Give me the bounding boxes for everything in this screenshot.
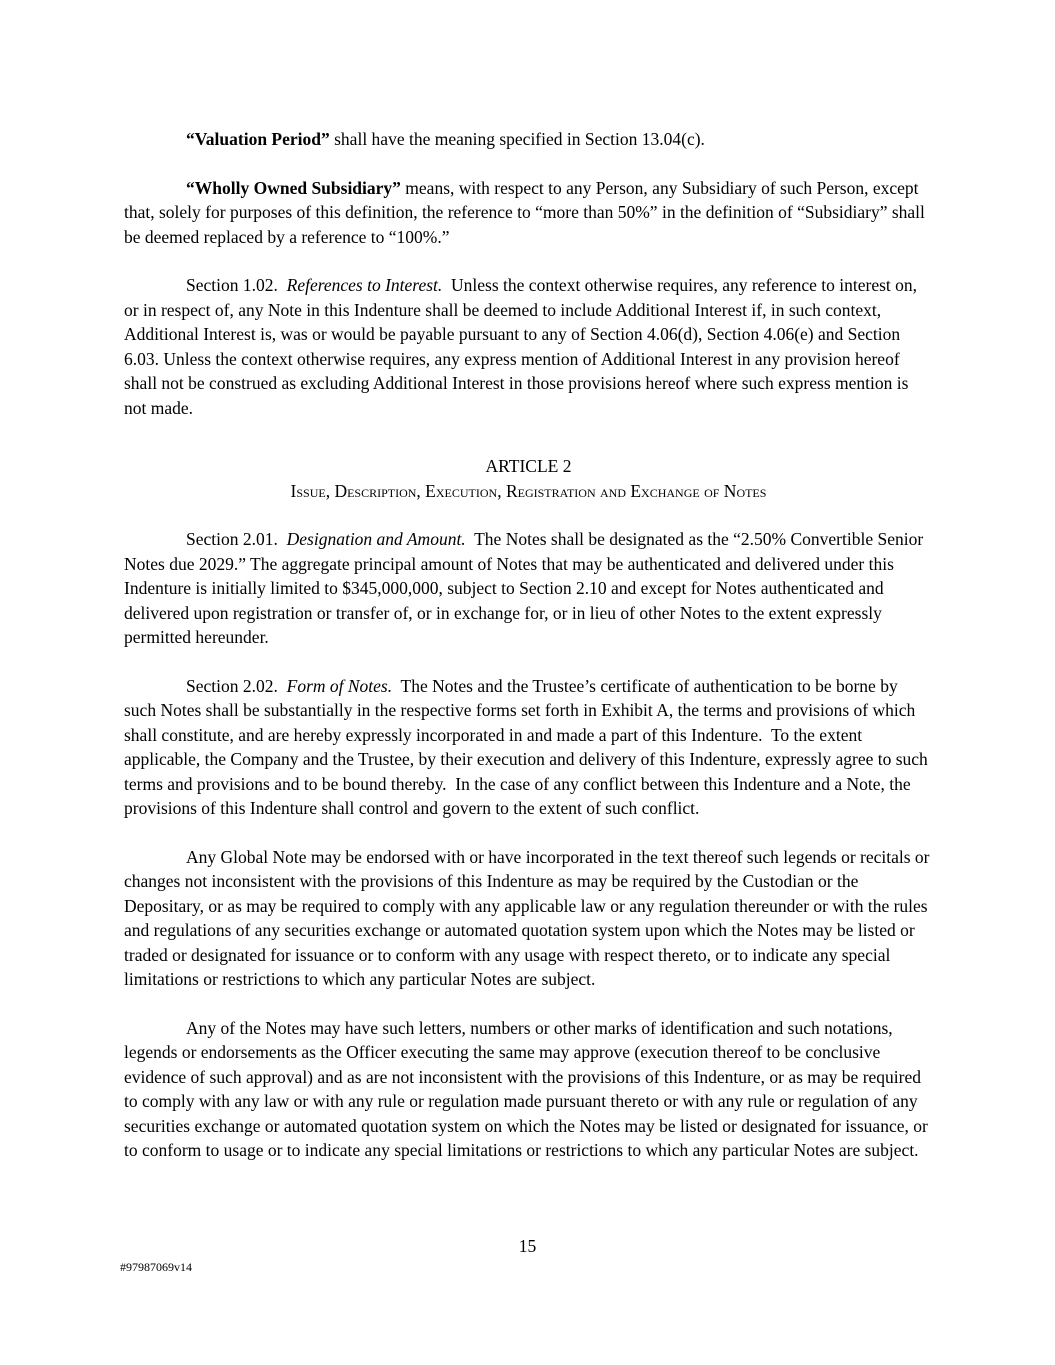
paragraph-text: Any Global Note may be endorsed with or have incorporated in the text thereof such legends or recitals or changes not inconsistent with the provisions of this Indenture as may be required by the Custodian or the Depositary, or as may be required to comply with any applicable law or any regulation thereunder or with the rules and regulations of any securities exchange or automated quotation system upon which the Notes may be listed or traded or designated for issuance or to conform with any usage with respect thereto, or to indicate any special limitations or restrictions to which any particular Notes are subject. <box>124 846 934 989</box>
article-heading: ARTICLE 2 <box>485 456 572 476</box>
section-title: Form of Notes. <box>286 675 393 696</box>
paragraph-wholly-owned-subsidiary <box>124 176 933 250</box>
section-number: Section 2.02. <box>186 675 287 696</box>
section-number: Section 1.02. <box>186 275 287 295</box>
page-number: 15 <box>518 1236 537 1256</box>
paragraph-section-1-02 <box>124 273 933 420</box>
paragraph-valuation-period <box>124 127 933 152</box>
paragraph-text: Unless the context otherwise requires, any reference to interest on, or in respect of, any Note in this Indenture shall be deemed to include Additional Interest if, in such context, Additional Interest is, was or would be payable pursuant to any of Section 4.06(d), Section 4.06(e) and Section 6.03. Unless the context otherwise requires, any express mention of Additional Interest in any provision hereof shall not be construed as excluding Additional Interest in those provisions hereof where such express mention is not made. <box>124 275 922 418</box>
footer-document-id: #97987069v14 <box>120 1260 192 1274</box>
section-number: Section 2.01. <box>186 529 287 549</box>
paragraph-text: shall have the meaning specified in Section 13.04(c). <box>329 129 705 149</box>
defined-term: “Wholly Owned Subsidiary” <box>186 177 401 198</box>
paragraph-section-2-02 <box>124 674 933 821</box>
paragraph-text: The Notes shall be designated as the “2.50% Convertible Senior Notes due 2029.” The aggregate principal amount of Notes that may be authenticated and delivered under this Indenture is initially limited to $345,000,000, subject to Section 2.10 and except for Notes authenticated and delivered upon registration or transfer of, or in exchange for, or in lieu of other Notes to the extent expressly permitted hereunder. <box>124 529 928 647</box>
defined-term: “Valuation Period” <box>186 129 330 149</box>
paragraph-section-2-01 <box>124 527 933 650</box>
document-body <box>124 127 933 1163</box>
paragraph-text: means, with respect to any Person, any Subsidiary of such Person, except that, solely for purposes of this definition, the reference to “more than 50%” in the definition of “Subsidiary” shall be deemed replaced by a reference to “100%.” <box>124 177 930 247</box>
paragraph-text: The Notes and the Trustee’s certificate of authentication to be borne by such Notes shall be substantially in the respective forms set forth in Exhibit A, the terms and provisions of which shall constitute, and are hereby expressly incorporated in and made a part of this Indenture. To the extent applicable, the Company and the Trustee, by their execution and delivery of this Indenture, expressly agree to such terms and provisions and to be bound thereby. In the case of any conflict between this Indenture and a Note, the provisions of this Indenture shall control and govern to the extent of such conflict. <box>124 675 933 818</box>
section-title: Designation and Amount. <box>286 529 466 549</box>
section-title: References to Interest. <box>286 275 443 295</box>
article-subheading: Issue, Description, Execution, Registration and Exchange of Notes <box>290 480 767 501</box>
paragraph-text: Any of the Notes may have such letters, numbers or other marks of identification and such notations, legends or endorsements as the Officer executing the same may approve (execution thereof to be conclusive evidence of such approval) and as are not inconsistent with the provisions of this Indenture, or as may be required to comply with any law or with any rule or regulation made pursuant thereto or with any rule or regulation of any securities exchange or automated quotation system on which the Notes may be listed or designated for issuance, or to conform to usage or to indicate any special limitations or restrictions to which any particular Notes are subject. <box>124 1017 933 1160</box>
paragraph-global-note <box>124 845 933 992</box>
paragraph-notes-marks <box>124 1016 933 1163</box>
